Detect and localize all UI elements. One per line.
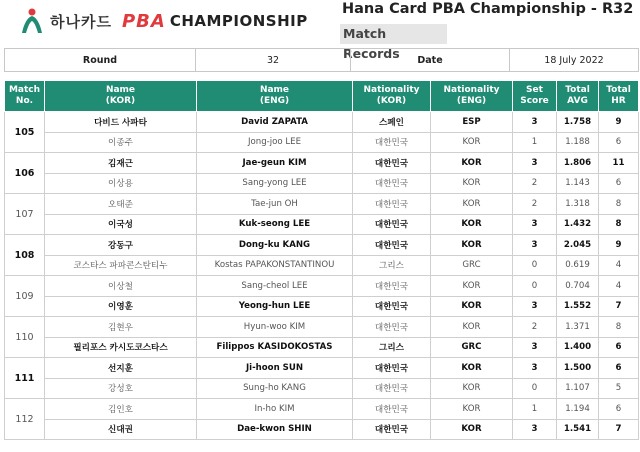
set-score: 0 (513, 276, 557, 297)
brand-logo (18, 6, 308, 36)
player-name-kor: 선지훈 (45, 358, 197, 379)
info-row (4, 48, 638, 72)
set-score: 3 (513, 296, 557, 317)
player-name-kor: 이상철 (45, 276, 197, 297)
nationality-kor: 대한민국 (353, 194, 431, 215)
match-number: 108 (5, 235, 45, 276)
player-name-eng: Kuk-seong LEE (197, 214, 353, 235)
nationality-kor: 대한민국 (353, 235, 431, 256)
nationality-kor: 스페인 (353, 112, 431, 133)
nationality-eng: KOR (431, 153, 513, 174)
table-body (5, 112, 639, 440)
nationality-kor: 그리스 (353, 255, 431, 276)
player-name-eng: In-ho KIM (197, 399, 353, 420)
total-avg: 1.400 (557, 337, 599, 358)
table-row (5, 255, 639, 276)
nationality-eng: KOR (431, 276, 513, 297)
nationality-eng: KOR (431, 173, 513, 194)
player-name-eng: Dae-kwon SHIN (197, 419, 353, 440)
round-label: Round (4, 48, 196, 72)
date-value: 18 July 2022 (509, 48, 639, 72)
total-avg: 1.107 (557, 378, 599, 399)
player-name-eng: Yeong-hun LEE (197, 296, 353, 317)
nationality-eng: GRC (431, 337, 513, 358)
col-name-eng: Name (ENG) (197, 81, 353, 112)
total-hr: 6 (599, 399, 639, 420)
col-name-kor: Name (KOR) (45, 81, 197, 112)
table-row (5, 235, 639, 256)
player-name-eng: Hyun-woo KIM (197, 317, 353, 338)
logo-championship-text: CHAMPIONSHIP (169, 12, 308, 30)
set-score: 3 (513, 419, 557, 440)
nationality-eng: KOR (431, 194, 513, 215)
player-name-eng: Sung-ho KANG (197, 378, 353, 399)
set-score: 3 (513, 358, 557, 379)
set-score: 2 (513, 317, 557, 338)
total-hr: 6 (599, 173, 639, 194)
logo-pba-text: PBA (121, 10, 166, 32)
player-name-kor: 이상용 (45, 173, 197, 194)
player-name-eng: Filippos KASIDOKOSTAS (197, 337, 353, 358)
total-avg: 1.806 (557, 153, 599, 174)
nationality-eng: KOR (431, 358, 513, 379)
col-nationality-kor: Nationality (KOR) (353, 81, 431, 112)
table-header-row (5, 81, 639, 112)
nationality-eng: KOR (431, 132, 513, 153)
total-avg: 1.371 (557, 317, 599, 338)
total-hr: 4 (599, 255, 639, 276)
set-score: 1 (513, 399, 557, 420)
total-hr: 9 (599, 112, 639, 133)
nationality-kor: 대한민국 (353, 378, 431, 399)
player-name-kor: 이영훈 (45, 296, 197, 317)
page-subtitle: Match Records (340, 24, 447, 44)
player-name-kor: 오태준 (45, 194, 197, 215)
total-avg: 1.758 (557, 112, 599, 133)
table-row (5, 399, 639, 420)
nationality-kor: 대한민국 (353, 153, 431, 174)
col-total-avg: Total AVG (557, 81, 599, 112)
table-row (5, 378, 639, 399)
player-name-eng: David ZAPATA (197, 112, 353, 133)
page-title: Hana Card PBA Championship - R32 (342, 1, 634, 17)
table-row (5, 153, 639, 174)
nationality-kor: 대한민국 (353, 317, 431, 338)
nationality-eng: KOR (431, 214, 513, 235)
total-hr: 11 (599, 153, 639, 174)
round-value: 32 (195, 48, 351, 72)
table-row (5, 194, 639, 215)
player-name-kor: 강성호 (45, 378, 197, 399)
total-hr: 6 (599, 358, 639, 379)
nationality-kor: 대한민국 (353, 276, 431, 297)
hana-logo-icon (18, 7, 46, 35)
nationality-kor: 대한민국 (353, 358, 431, 379)
total-hr: 4 (599, 276, 639, 297)
total-avg: 1.541 (557, 419, 599, 440)
nationality-kor: 대한민국 (353, 296, 431, 317)
table-row (5, 276, 639, 297)
logo-korean-text: 하나카드 (50, 12, 112, 31)
set-score: 0 (513, 378, 557, 399)
player-name-eng: Sang-yong LEE (197, 173, 353, 194)
match-number: 109 (5, 276, 45, 317)
table-row (5, 112, 639, 133)
table-row (5, 214, 639, 235)
nationality-kor: 대한민국 (353, 132, 431, 153)
total-avg: 1.432 (557, 214, 599, 235)
set-score: 3 (513, 112, 557, 133)
total-hr: 5 (599, 378, 639, 399)
player-name-kor: 다비드 사파타 (45, 112, 197, 133)
match-number: 105 (5, 112, 45, 153)
set-score: 3 (513, 214, 557, 235)
player-name-kor: 강동구 (45, 235, 197, 256)
player-name-kor: 이종주 (45, 132, 197, 153)
set-score: 3 (513, 337, 557, 358)
col-nationality-eng: Nationality (ENG) (431, 81, 513, 112)
total-hr: 8 (599, 194, 639, 215)
player-name-eng: Kostas PAPAKONSTANTINOU (197, 255, 353, 276)
player-name-kor: 신대권 (45, 419, 197, 440)
nationality-eng: GRC (431, 255, 513, 276)
col-set-score: Set Score (513, 81, 557, 112)
total-hr: 9 (599, 235, 639, 256)
table-row (5, 317, 639, 338)
player-name-kor: 김현우 (45, 317, 197, 338)
date-label: Date (350, 48, 510, 72)
total-avg: 1.552 (557, 296, 599, 317)
nationality-eng: KOR (431, 296, 513, 317)
table-row (5, 173, 639, 194)
nationality-eng: KOR (431, 378, 513, 399)
player-name-kor: 코스타스 파파콘스탄티누 (45, 255, 197, 276)
total-hr: 8 (599, 214, 639, 235)
player-name-eng: Jong-joo LEE (197, 132, 353, 153)
player-name-kor: 이국성 (45, 214, 197, 235)
table-row (5, 419, 639, 440)
table-row (5, 358, 639, 379)
set-score: 3 (513, 153, 557, 174)
match-number: 106 (5, 153, 45, 194)
total-avg: 1.500 (557, 358, 599, 379)
nationality-eng: KOR (431, 317, 513, 338)
nationality-eng: KOR (431, 419, 513, 440)
player-name-eng: Tae-jun OH (197, 194, 353, 215)
set-score: 2 (513, 173, 557, 194)
player-name-eng: Sang-cheol LEE (197, 276, 353, 297)
nationality-kor: 대한민국 (353, 399, 431, 420)
total-avg: 1.188 (557, 132, 599, 153)
nationality-eng: ESP (431, 112, 513, 133)
match-number: 110 (5, 317, 45, 358)
match-number: 107 (5, 194, 45, 235)
total-hr: 8 (599, 317, 639, 338)
total-avg: 1.318 (557, 194, 599, 215)
set-score: 1 (513, 132, 557, 153)
total-avg: 0.704 (557, 276, 599, 297)
total-avg: 1.194 (557, 399, 599, 420)
match-number: 112 (5, 399, 45, 440)
player-name-kor: 필리포스 카시도코스타스 (45, 337, 197, 358)
nationality-kor: 대한민국 (353, 419, 431, 440)
nationality-eng: KOR (431, 235, 513, 256)
total-hr: 6 (599, 132, 639, 153)
nationality-kor: 그리스 (353, 337, 431, 358)
set-score: 0 (513, 255, 557, 276)
match-records-table (4, 80, 639, 440)
player-name-eng: Dong-ku KANG (197, 235, 353, 256)
nationality-kor: 대한민국 (353, 173, 431, 194)
set-score: 2 (513, 194, 557, 215)
total-avg: 1.143 (557, 173, 599, 194)
total-hr: 6 (599, 337, 639, 358)
table-row (5, 296, 639, 317)
nationality-eng: KOR (431, 399, 513, 420)
player-name-eng: Jae-geun KIM (197, 153, 353, 174)
match-number: 111 (5, 358, 45, 399)
table-row (5, 132, 639, 153)
player-name-kor: 김재근 (45, 153, 197, 174)
table-row (5, 337, 639, 358)
player-name-kor: 김인호 (45, 399, 197, 420)
player-name-eng: Ji-hoon SUN (197, 358, 353, 379)
nationality-kor: 대한민국 (353, 214, 431, 235)
col-match-no: Match No. (5, 81, 45, 112)
total-hr: 7 (599, 296, 639, 317)
total-avg: 2.045 (557, 235, 599, 256)
col-total-hr: Total HR (599, 81, 639, 112)
set-score: 3 (513, 235, 557, 256)
total-avg: 0.619 (557, 255, 599, 276)
total-hr: 7 (599, 419, 639, 440)
